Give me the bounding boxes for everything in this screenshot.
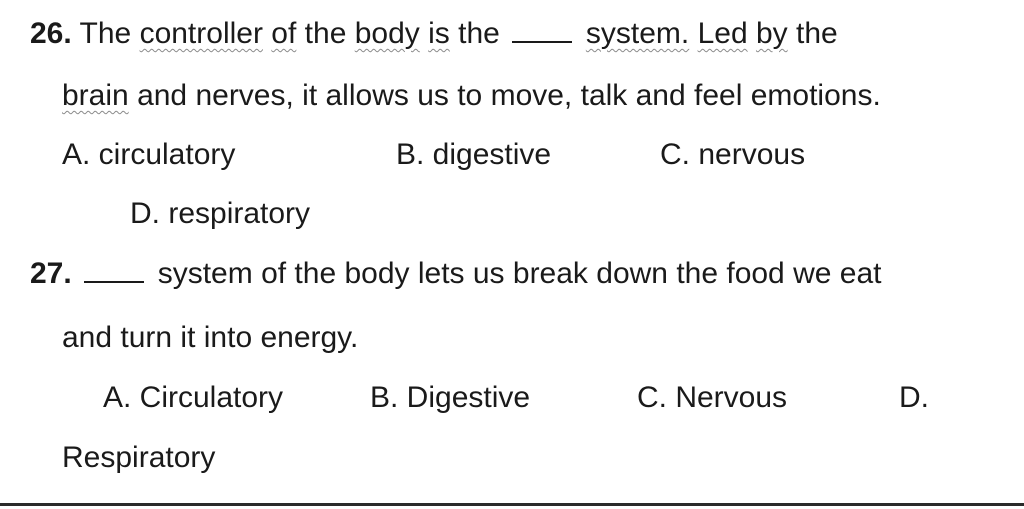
q26-word: the (458, 17, 500, 50)
q26-word: system. (585, 17, 690, 50)
q27-number: 27. (30, 257, 72, 290)
q27-stem-line-1 (30, 256, 881, 292)
q27-option-b[interactable]: B. Digestive (370, 381, 531, 414)
q26-option-a[interactable]: A. circulatory (62, 138, 236, 171)
q27-option-a[interactable]: A. Circulatory (103, 381, 284, 414)
q27-stem-line-2: and turn it into energy. (62, 321, 359, 354)
q26-word: the (796, 17, 838, 50)
q26-text: and nerves, it allows us to move, talk and feel emotions. (137, 79, 881, 112)
q27-option-d-prefix[interactable]: D. (899, 381, 929, 414)
q26-word: Led (697, 17, 748, 50)
q27-text: system of the body lets us break down the food we eat (157, 257, 882, 290)
q26-word: the (304, 17, 347, 50)
q26-option-b[interactable]: B. digestive (396, 138, 552, 171)
q26-option-c[interactable]: C. nervous (660, 138, 806, 171)
q26-stem-line-1 (30, 16, 838, 52)
q27-option-c[interactable]: C. Nervous (637, 381, 788, 414)
q26-word: is (428, 17, 450, 50)
q26-word: by (755, 17, 788, 50)
q27-answer-blank[interactable] (84, 259, 144, 283)
q26-option-d[interactable]: D. respiratory (130, 197, 311, 230)
q26-answer-blank[interactable] (512, 19, 572, 43)
q26-word: body (354, 17, 420, 50)
q27-option-d-text[interactable]: Respiratory (62, 441, 216, 474)
page-bottom-divider (0, 503, 1024, 506)
q26-word: of (271, 17, 297, 50)
q26-word: brain (62, 79, 129, 112)
q26-word: controller (139, 17, 263, 50)
q26-stem-line-2 (62, 78, 881, 114)
q26-word: The (79, 17, 132, 50)
q26-number: 26. (30, 17, 72, 50)
